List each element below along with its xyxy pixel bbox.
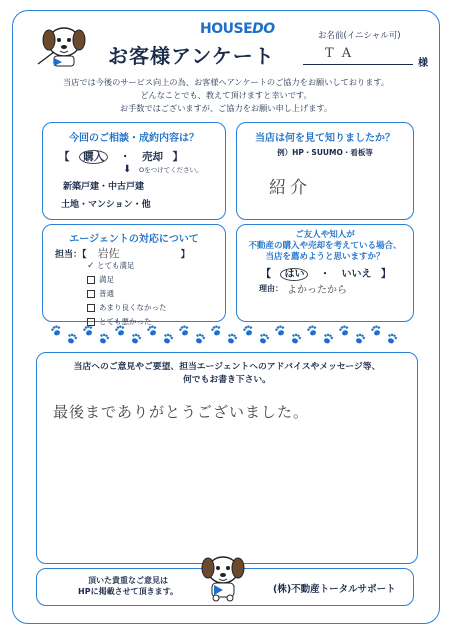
paw-icon [338,324,350,336]
option-sell[interactable]: 売却 [141,151,163,163]
source-answer[interactable]: 紹介 [269,178,311,198]
page-title: お客様アンケート [108,44,275,68]
check-mark-icon: ✓ [87,261,95,271]
dog-mascot-bottom [196,550,250,604]
paw-icon [370,324,382,336]
source-example: 例）HP・SUUMO・看板等 [277,148,373,157]
intro-text [40,76,412,115]
option-satisfied[interactable]: 満足 [87,273,167,287]
agent-options [87,259,167,329]
consult-question: 今回のご相談・成約内容は？ [69,133,199,144]
option-buy[interactable]: 購入 [79,150,108,164]
intro-line: お手数ではございますが、ご協力をお願い申し上げます。 [119,103,333,113]
recommend-question: ご友人や知人が 不動産の購入や売却を考えている場合、 当店を薦めようと思いますか？ [248,230,402,262]
paw-icon [210,324,222,336]
footer-note: 頂いた貴重なご意見は HPに掲載させて頂きます。 [78,576,178,596]
checkbox[interactable] [87,290,95,298]
paw-icon [130,333,142,345]
source-box [236,122,414,220]
reason-answer[interactable]: よかったから [287,285,347,296]
checkbox[interactable] [87,304,95,312]
agent-box [42,224,226,326]
agent-question: エージェントの対応について [69,234,199,245]
paw-icon [114,324,126,336]
checkbox[interactable] [87,276,95,284]
paw-icon [386,333,398,345]
option-average[interactable]: 普通 [87,287,167,301]
recommend-options: 【 はい ・ いいえ 】 [261,269,391,280]
circle-note: Oをつけてください。 [139,166,203,174]
paw-icon [322,333,334,345]
paw-icon [162,333,174,345]
paw-print-divider [50,323,400,345]
dog-mascot-top [34,18,92,70]
paw-icon [290,333,302,345]
paw-icon [306,324,318,336]
brand-logo: HOUSEDO [200,21,275,37]
message-prompt: 当店へのご意見やご要望、担当エージェントへのアドバイスやメッセージ等、 何でもお書き下さい。 [73,362,381,385]
paw-icon [178,324,190,336]
paw-icon [194,333,206,345]
option-not-good[interactable]: あまり良くなかった [87,301,167,315]
consult-line-2: 土地・マンション・他 [61,200,151,210]
agent-name[interactable]: 岩佐 [97,247,120,260]
paw-icon [226,333,238,345]
name-label: お名前(イニシャル可) [318,31,401,41]
paw-icon [82,324,94,336]
company-name: (株)不動産トータルサポート [273,584,396,595]
reason-label: 理由： [259,284,283,293]
intro-line: どんなことでも、教えて頂けますと幸いです。 [140,90,312,100]
paw-icon [98,333,110,345]
option-yes[interactable]: はい [280,268,308,281]
paw-icon [242,324,254,336]
recommend-box [236,224,414,322]
arrow-down-icon: ⬇ [123,164,132,175]
paw-icon [66,333,78,345]
paw-icon [274,324,286,336]
option-very-bad[interactable]: とても悪かった [87,315,167,329]
paw-icon [50,324,62,336]
paw-icon [258,333,270,345]
source-question: 当店は何を見て知りましたか？ [255,133,395,144]
paw-icon [146,324,158,336]
option-no[interactable]: いいえ [341,269,372,280]
consult-box [42,122,226,220]
honorific-label: 様 [418,58,428,69]
message-text[interactable]: 最後までありがとうございました。 [53,403,310,421]
name-underline [303,64,413,65]
name-value[interactable]: T A [325,46,354,61]
option-very-satisfied[interactable]: ✓ とても満足 [87,261,135,271]
message-box [36,352,418,564]
intro-line: 当店では今後のサービス向上の為、お客様へアンケートのご協力をお願いしております。 [62,77,390,87]
paw-icon [354,333,366,345]
agent-name-row: 担当：【 岩佐 】 [55,247,190,260]
consult-line-1: 新築戸建・中古戸建 [63,182,145,192]
consult-options: 【 購入 ・ 売却 】 [59,151,184,163]
